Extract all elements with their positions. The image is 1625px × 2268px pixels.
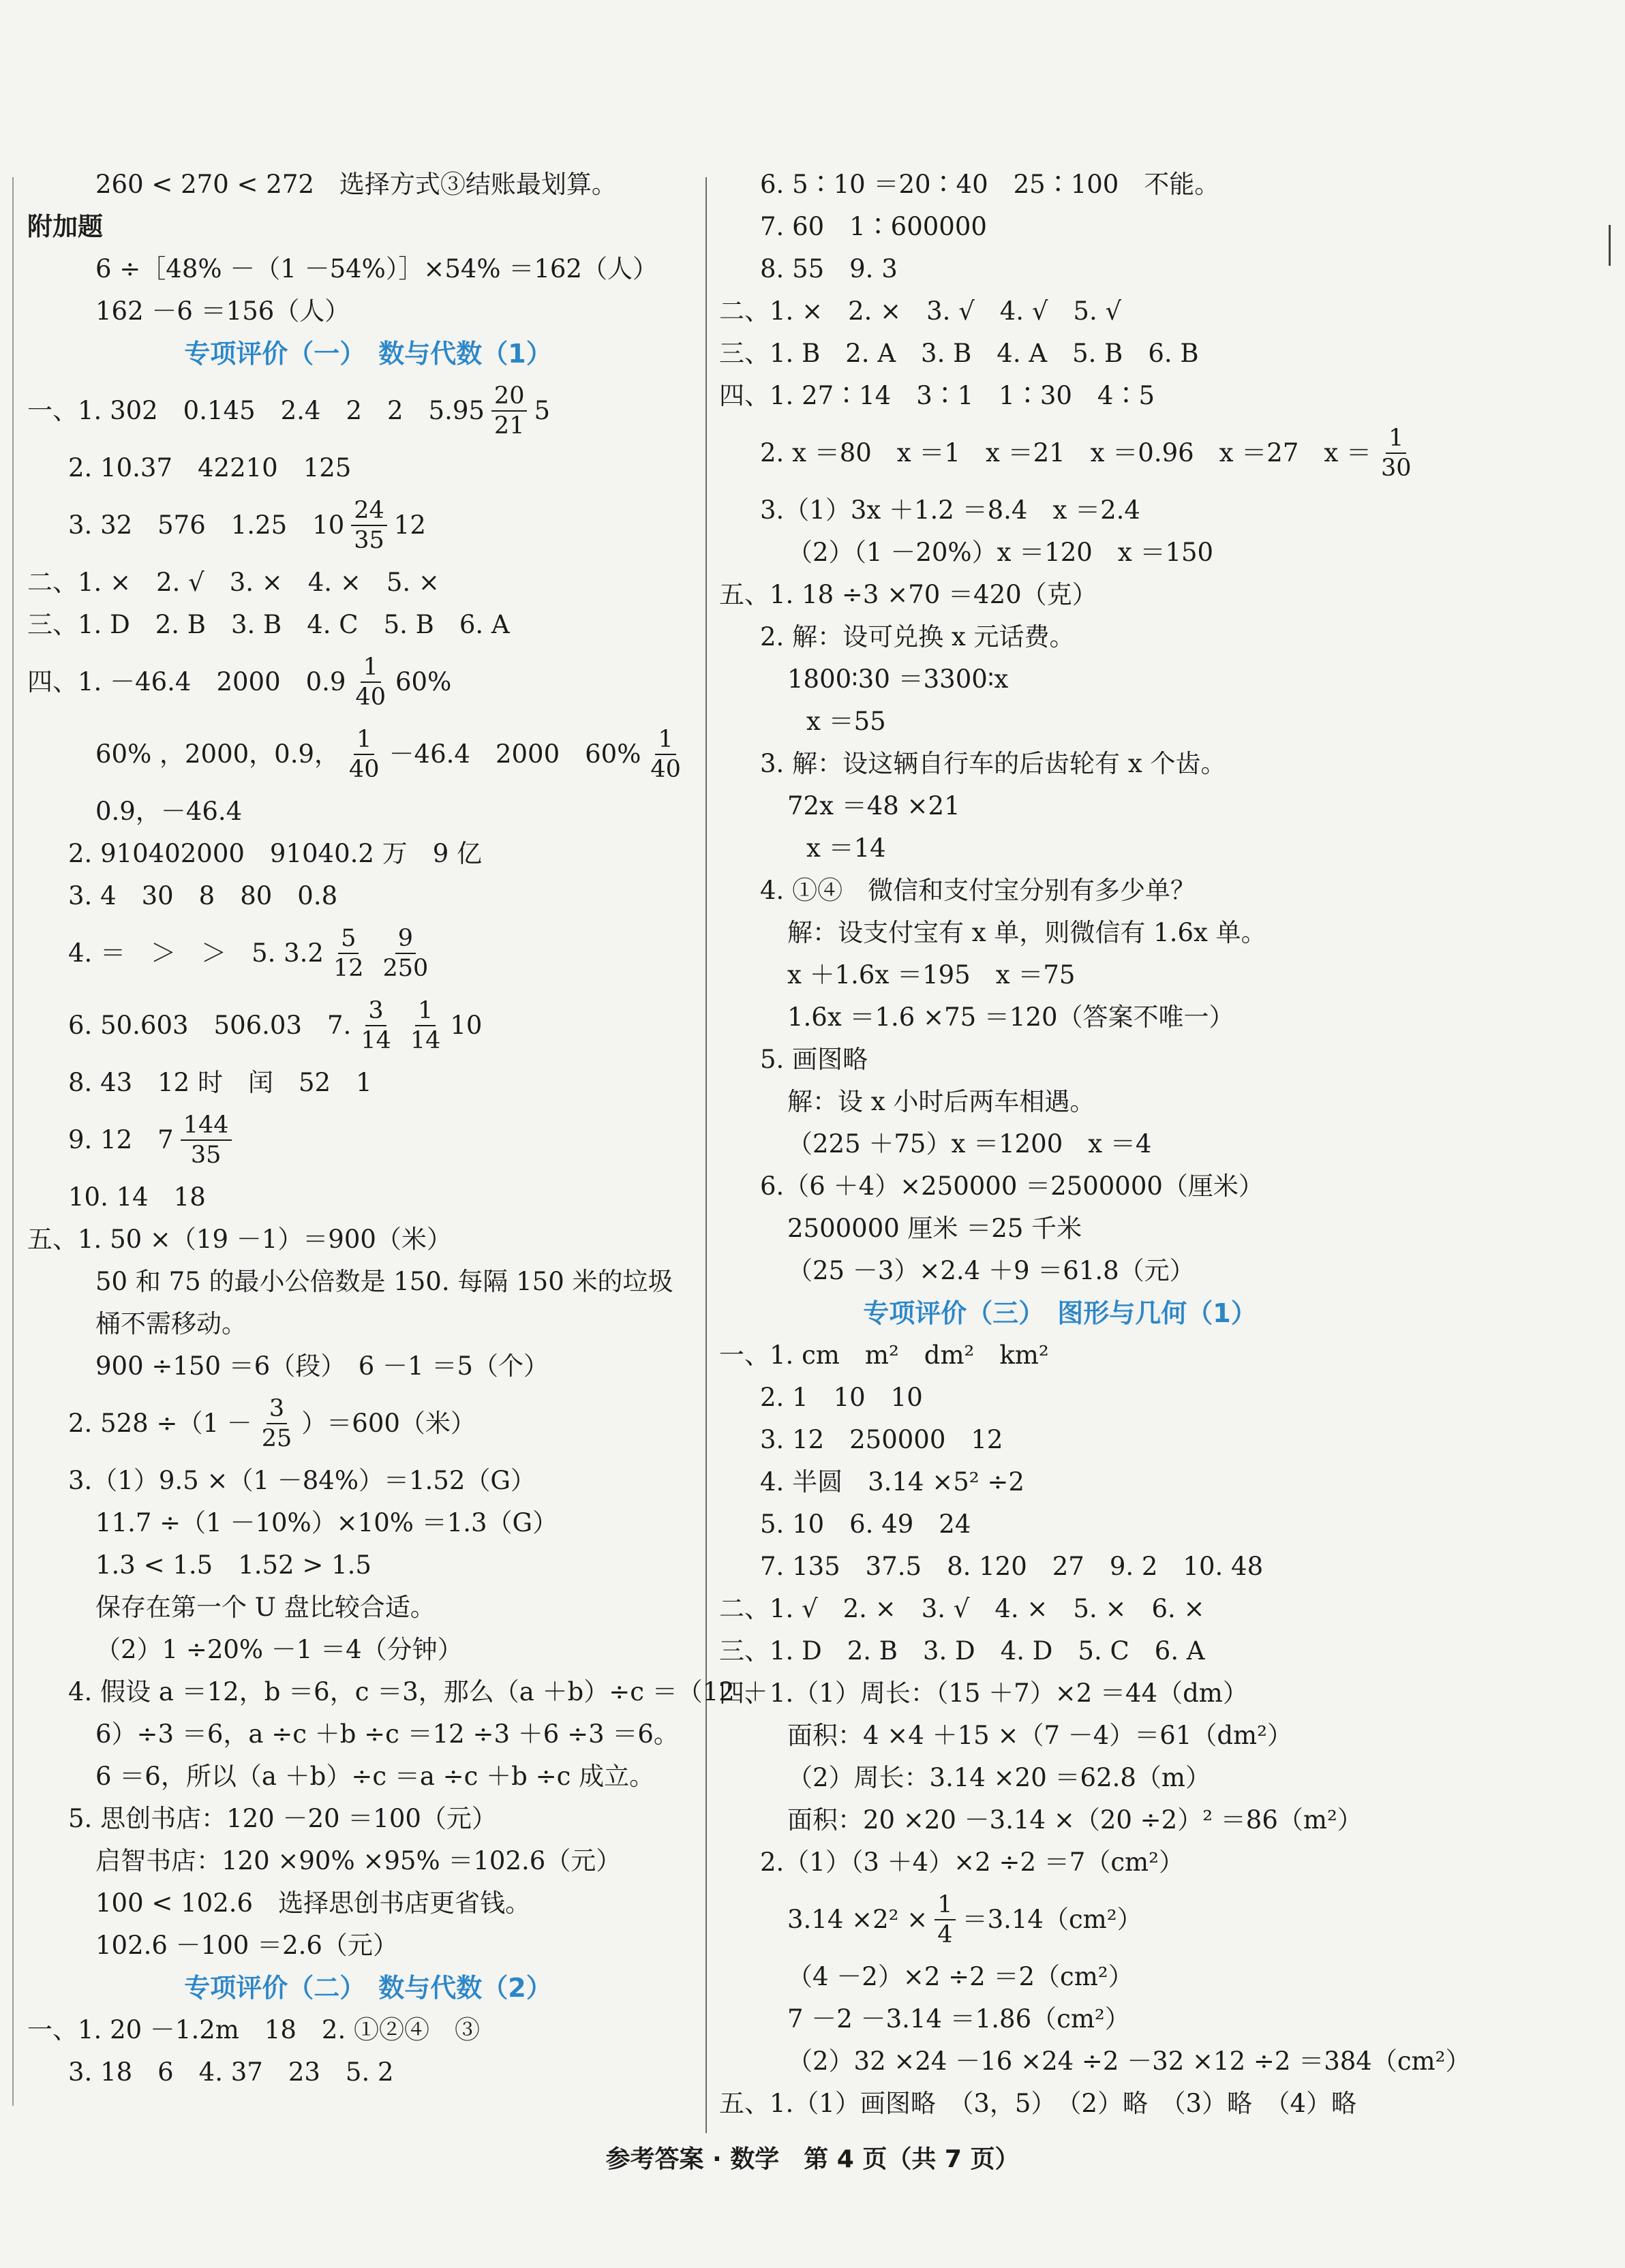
fraction-denominator: 35: [190, 1141, 222, 1169]
fraction-numerator: 3: [267, 1394, 287, 1424]
answer-line: [719, 1081, 1401, 1123]
answer-line: [27, 1882, 709, 1925]
answer-text: 专项评价（三） 图形与几何（1）: [863, 1298, 1257, 1328]
answer-text: 4. 半圆 3.14 ×5² ÷2: [760, 1467, 1024, 1497]
fraction-denominator: 14: [361, 1027, 391, 1054]
answer-text: 桶不需移动。: [95, 1309, 247, 1338]
fraction-denominator: 250: [382, 955, 429, 982]
answer-text: 一、1. cm m² dm² km²: [719, 1340, 1049, 1370]
fraction: [346, 725, 382, 784]
answer-text: 一、1. 20 －1.2m 18 2. ①②④ ③: [27, 2015, 480, 2044]
left-edge-line: [12, 177, 14, 2106]
answer-text: 162 －6 ＝156（人）: [95, 296, 350, 326]
fraction: [181, 1111, 232, 1169]
fraction-denominator: 30: [1381, 455, 1412, 482]
answer-line: [719, 1715, 1401, 1757]
answer-line: [27, 1756, 709, 1798]
answer-text: 二、1. × 2. × 3. √ 4. √ 5. √: [719, 296, 1122, 326]
fraction: [380, 924, 431, 983]
answer-line: [719, 1123, 1401, 1165]
answer-line: [719, 532, 1401, 574]
answer-text: 1.6x ＝1.6 ×75 ＝120（答案不唯一）: [787, 1002, 1234, 1032]
answer-text: 五、1.（1）画图略 （3，5） （2）略 （3）略 （4）略: [719, 2089, 1357, 2118]
answer-line: [719, 1419, 1401, 1461]
answer-line: [27, 1388, 709, 1460]
answer-text: 5: [534, 396, 551, 425]
answer-line: [27, 1261, 709, 1303]
answer-text: 11.7 ÷（1 －10%）×10% ＝1.3（G）: [95, 1508, 558, 1537]
fraction: [358, 996, 394, 1055]
answer-text: 三、1. B 2. A 3. B 4. A 5. B 6. B: [719, 339, 1199, 368]
answer-line: [719, 1841, 1401, 1884]
answer-line: [719, 1884, 1401, 1956]
answer-line: [719, 2040, 1471, 2083]
fraction: [935, 1890, 955, 1949]
fraction: [331, 924, 367, 983]
answer-text: 4. ＝ ＞ ＞ 5. 3.2: [68, 938, 324, 968]
fraction-denominator: 40: [355, 684, 386, 711]
answer-line: [27, 1502, 709, 1544]
answer-text: （2）（1 －20%）x ＝120 x ＝150: [787, 538, 1214, 567]
answer-line: [719, 870, 1401, 912]
answer-line: [27, 646, 709, 718]
answer-line: [719, 1546, 1401, 1588]
answer-line: [27, 718, 709, 791]
answer-text: 1.3 < 1.5 1.52 > 1.5: [95, 1550, 371, 1580]
answer-text: ＝3.14（cm²）: [962, 1905, 1142, 1934]
answer-line: [27, 604, 709, 646]
answer-text: x ＝55: [806, 707, 886, 736]
answer-line: [27, 1460, 709, 1502]
answer-line: [27, 791, 709, 833]
answer-text: 二、1. × 2. √ 3. × 4. × 5. ×: [27, 568, 440, 597]
section-title: [27, 1967, 709, 2009]
answer-line: [27, 1219, 709, 1261]
left-column: [27, 164, 768, 2094]
fraction-numerator: 1: [354, 725, 374, 755]
answer-line: [27, 1671, 768, 1713]
section-title: [27, 333, 709, 375]
answer-line: [719, 1461, 1401, 1503]
answer-line: [719, 1250, 1401, 1292]
answer-text: 8. 43 12 时 闰 52 1: [68, 1068, 372, 1097]
answer-text: 专项评价（一） 数与代数（1）: [184, 339, 552, 369]
answer-line: [719, 489, 1401, 532]
answer-text: 3. 4 30 8 80 0.8: [68, 881, 338, 910]
answer-text: 7. 135 37.5 8. 120 27 9. 2 10. 48: [760, 1552, 1264, 1581]
fraction-numerator: 9: [395, 924, 416, 954]
fraction-denominator: 35: [354, 527, 384, 554]
fraction-denominator: 21: [493, 412, 525, 440]
answer-text: 三、1. D 2. B 3. B 4. C 5. B 6. A: [27, 610, 510, 639]
answer-text: （225 ＋75）x ＝1200 x ＝4: [787, 1129, 1152, 1159]
answer-line: [27, 1062, 709, 1104]
fraction-numerator: 1: [415, 996, 436, 1026]
fraction-denominator: 14: [410, 1027, 441, 1054]
fraction-denominator: 25: [261, 1425, 292, 1452]
answer-line: [719, 827, 1401, 870]
answer-text: 面积：4 ×4 ＋15 ×（7 －4）＝61（dm²）: [787, 1721, 1292, 1750]
answer-line: [27, 917, 709, 990]
answer-text: 72x ＝48 ×21: [787, 791, 960, 821]
fraction-numerator: 20: [491, 382, 528, 412]
answer-line: [27, 1798, 709, 1840]
fraction-numerator: 5: [338, 924, 359, 954]
answer-line: [719, 290, 1401, 333]
answer-line: [719, 954, 1401, 996]
answer-text: 6）÷3 ＝6，a ÷c ＋b ÷c ＝12 ÷3 ＋6 ÷3 ＝6。: [95, 1719, 679, 1749]
answer-text: 3. 12 250000 12: [760, 1425, 1003, 1454]
answer-line: [27, 1587, 709, 1629]
answer-line: [719, 616, 1401, 658]
section-title: [719, 1292, 1401, 1334]
answer-line: [27, 2051, 709, 2094]
answer-text: 2. x ＝80 x ＝1 x ＝21 x ＝0.96 x ＝27 x ＝: [760, 438, 1371, 468]
answer-line: [719, 248, 1401, 290]
answer-text: 7 －2 －3.14 ＝1.86（cm²）: [787, 2004, 1130, 2034]
answer-line: [719, 1208, 1401, 1250]
answer-line: [719, 996, 1401, 1039]
fraction-numerator: 144: [181, 1111, 232, 1141]
answer-line: [719, 1588, 1401, 1630]
answer-text: （25 －3）×2.4 ＋9 ＝61.8（元）: [787, 1256, 1195, 1285]
fraction-numerator: 1: [1386, 424, 1406, 454]
fraction: [491, 382, 528, 440]
answer-text: 7. 60 1∶600000: [760, 212, 987, 241]
answer-text: 四、1. －46.4 2000 0.9: [27, 667, 346, 696]
answer-text: 启智书店：120 ×90% ×95% ＝102.6（元）: [95, 1846, 622, 1875]
answer-line: [27, 447, 709, 489]
answer-line: [27, 489, 709, 562]
answer-text: 100 < 102.6 选择思创书店更省钱。: [95, 1888, 531, 1918]
answer-text: 四、1.（1）周长：（15 ＋7）×2 ＝44（dm）: [719, 1679, 1248, 1708]
fraction-denominator: 12: [333, 955, 364, 982]
answer-text: 三、1. D 2. B 3. D 4. D 5. C 6. A: [719, 1636, 1205, 1666]
answer-line: [27, 1925, 709, 1967]
answer-text: 2. 528 ÷（1 －: [68, 1409, 252, 1438]
answer-line: [27, 248, 709, 290]
answer-line: [719, 2083, 1401, 2125]
fraction-numerator: 1: [935, 1890, 955, 1920]
answer-text: 6.（6 ＋4）×250000 ＝2500000（厘米）: [760, 1171, 1264, 1201]
answer-line: [719, 574, 1401, 616]
section-label: 附加题: [27, 212, 103, 241]
answer-line: [719, 1956, 1401, 1998]
fraction-denominator: 4: [937, 1921, 953, 1948]
answer-text: 2. 解：设可兑换 x 元话费。: [760, 622, 1075, 652]
answer-line: [719, 1630, 1401, 1672]
answer-line: [27, 1176, 709, 1219]
answer-text: 1800∶30 ＝3300∶x: [787, 664, 1009, 694]
answer-text: 12: [393, 510, 426, 540]
answer-line: [27, 164, 709, 206]
answer-line: [719, 333, 1401, 375]
answer-line: [27, 833, 709, 875]
answer-text: 900 ÷150 ＝6（段） 6 －1 ＝5（个）: [95, 1351, 549, 1381]
answer-line: [27, 1104, 709, 1176]
answer-line: [719, 1672, 1401, 1715]
answer-text: 五、1. 50 ×（19 －1）＝900（米）: [27, 1225, 452, 1254]
answer-line: [27, 1544, 709, 1587]
answer-line: [719, 1165, 1401, 1208]
answer-line: [719, 785, 1401, 827]
answer-text: ）＝600（米）: [301, 1409, 476, 1438]
answer-text: 6 ÷［48% －（1 －54%）］×54% ＝162（人）: [95, 254, 658, 284]
fraction: [1378, 424, 1414, 482]
answer-text: 0.9，－46.4: [95, 797, 243, 826]
answer-text: 260 < 270 < 272 选择方式③结账最划算。: [95, 170, 617, 199]
answer-text: 8. 55 9. 3: [760, 254, 898, 284]
answer-text: （4 －2）×2 ÷2 ＝2（cm²）: [787, 1962, 1134, 1991]
answer-text: 60% ，2000，0.9，: [95, 739, 340, 769]
answer-text: 解：设支付宝有 x 单，则微信有 1.6x 单。: [787, 918, 1266, 947]
answer-text: 6. 5∶10 ＝20∶40 25∶100 不能。: [760, 170, 1220, 199]
answer-line: [719, 912, 1401, 954]
answer-text: （2）32 ×24 －16 ×24 ÷2 －32 ×12 ÷2 ＝384（cm²）: [787, 2047, 1471, 2076]
answer-line: [27, 1629, 709, 1671]
fraction: [408, 996, 444, 1055]
answer-text: 专项评价（二） 数与代数（2）: [184, 1973, 552, 2003]
answer-text: 一、1. 302 0.145 2.4 2 2 5.95: [27, 396, 485, 425]
answer-line: [27, 2009, 709, 2051]
answer-line: [719, 1503, 1401, 1546]
answer-text: 保存在第一个 U 盘比较合适。: [95, 1593, 436, 1622]
right-column: [719, 164, 1471, 2125]
answer-line: [27, 1713, 709, 1756]
fraction-numerator: 1: [361, 653, 381, 683]
fraction-denominator: 40: [349, 756, 380, 783]
answer-text: 10: [450, 1011, 483, 1040]
answer-text: 5. 画图略: [760, 1045, 868, 1074]
answer-text: 解：设 x 小时后两车相遇。: [787, 1087, 1095, 1116]
fraction-denominator: 40: [650, 756, 681, 783]
answer-text: 50 和 75 的最小公倍数是 150. 每隔 150 米的垃圾: [95, 1267, 673, 1296]
answer-text: 3.（1）3x ＋1.2 ＝8.4 x ＝2.4: [760, 495, 1140, 525]
answer-text: 102.6 －100 ＝2.6（元）: [95, 1931, 398, 1960]
answer-text: 2. 910402000 91040.2 万 9 亿: [68, 839, 482, 868]
answer-text: 面积：20 ×20 －3.14 ×（20 ÷2）² ＝86（m²）: [787, 1805, 1363, 1835]
answer-line: [719, 743, 1401, 785]
fraction: [259, 1394, 295, 1453]
answer-line: [719, 1799, 1401, 1841]
edge-mark: [1609, 225, 1611, 266]
fraction-numerator: 24: [351, 496, 387, 526]
answer-line: [719, 701, 1401, 743]
answer-text: 3.（1）9.5 ×（1 －84%）＝1.52（G）: [68, 1466, 536, 1495]
answer-text: （2）周长：3.14 ×20 ＝62.8（m）: [787, 1763, 1211, 1792]
answer-text: 2. 10.37 42210 125: [68, 453, 352, 482]
answer-text: 6. 50.603 506.03 7.: [68, 1011, 352, 1040]
answer-line: [719, 1757, 1401, 1799]
answer-text: 2. 1 10 10: [760, 1383, 923, 1412]
answer-line: [719, 658, 1401, 701]
answer-text: 4. ①④ 微信和支付宝分别有多少单？: [760, 876, 1196, 905]
answer-line: [719, 1039, 1401, 1081]
fraction: [352, 653, 389, 711]
fraction-numerator: 3: [365, 996, 386, 1026]
answer-text: 3. 18 6 4. 37 23 5. 2: [68, 2057, 394, 2087]
answer-text: 10. 14 18: [68, 1182, 206, 1212]
answer-text: x ＋1.6x ＝195 x ＝75: [787, 960, 1076, 990]
answer-text: 9. 12 7: [68, 1125, 174, 1154]
answer-line: [27, 375, 709, 447]
answer-line: [719, 1377, 1401, 1419]
answer-text: x ＝14: [806, 833, 886, 863]
answer-text: 6 ＝6，所以（a ＋b）÷c ＝a ÷c ＋b ÷c 成立。: [95, 1762, 655, 1791]
answer-line: [27, 206, 709, 248]
answer-line: [27, 1840, 709, 1882]
fraction: [648, 725, 684, 784]
answer-text: 五、1. 18 ÷3 ×70 ＝420（克）: [719, 580, 1097, 609]
answer-line: [719, 164, 1401, 206]
answer-text: 2500000 厘米 ＝25 千米: [787, 1214, 1082, 1243]
answer-text: 3. 解：设这辆自行车的后齿轮有 x 个齿。: [760, 749, 1226, 778]
answer-text: 4. 假设 a ＝12，b ＝6，c ＝3，那么（a ＋b）÷c ＝（12 ＋: [68, 1677, 768, 1706]
answer-text: 2.（1）（3 ＋4）×2 ÷2 ＝7（cm²）: [760, 1848, 1184, 1877]
answer-line: [719, 1998, 1401, 2040]
answer-line: [27, 990, 709, 1062]
answer-text: 3.14 ×2² ×: [787, 1905, 928, 1934]
answer-text: 四、1. 27∶14 3∶1 1∶30 4∶5: [719, 381, 1155, 410]
answer-line: [27, 562, 709, 604]
answer-text: －46.4 2000 60%: [389, 739, 641, 769]
answer-line: [27, 1345, 709, 1388]
answer-line: [719, 206, 1401, 248]
fraction-numerator: 1: [655, 725, 675, 755]
answer-text: 5. 10 6. 49 24: [760, 1510, 971, 1539]
answer-text: 3. 32 576 1.25 10: [68, 510, 345, 540]
answer-text: 二、1. √ 2. × 3. √ 4. × 5. × 6. ×: [719, 1594, 1205, 1623]
answer-line: [27, 290, 709, 333]
answer-text: 5. 思创书店：120 －20 ＝100（元）: [68, 1804, 497, 1833]
answer-line: [27, 1303, 709, 1345]
page-footer: 参考答案 · 数学 第 4 页（共 7 页）: [605, 2145, 1020, 2173]
answer-line: [719, 375, 1401, 417]
answer-line: [27, 875, 709, 917]
answer-line: [719, 417, 1412, 489]
answer-text: （2）1 ÷20% －1 ＝4（分钟）: [95, 1635, 463, 1664]
fraction: [351, 496, 387, 555]
answer-text: 60%: [395, 667, 452, 696]
answer-line: [719, 1334, 1401, 1377]
